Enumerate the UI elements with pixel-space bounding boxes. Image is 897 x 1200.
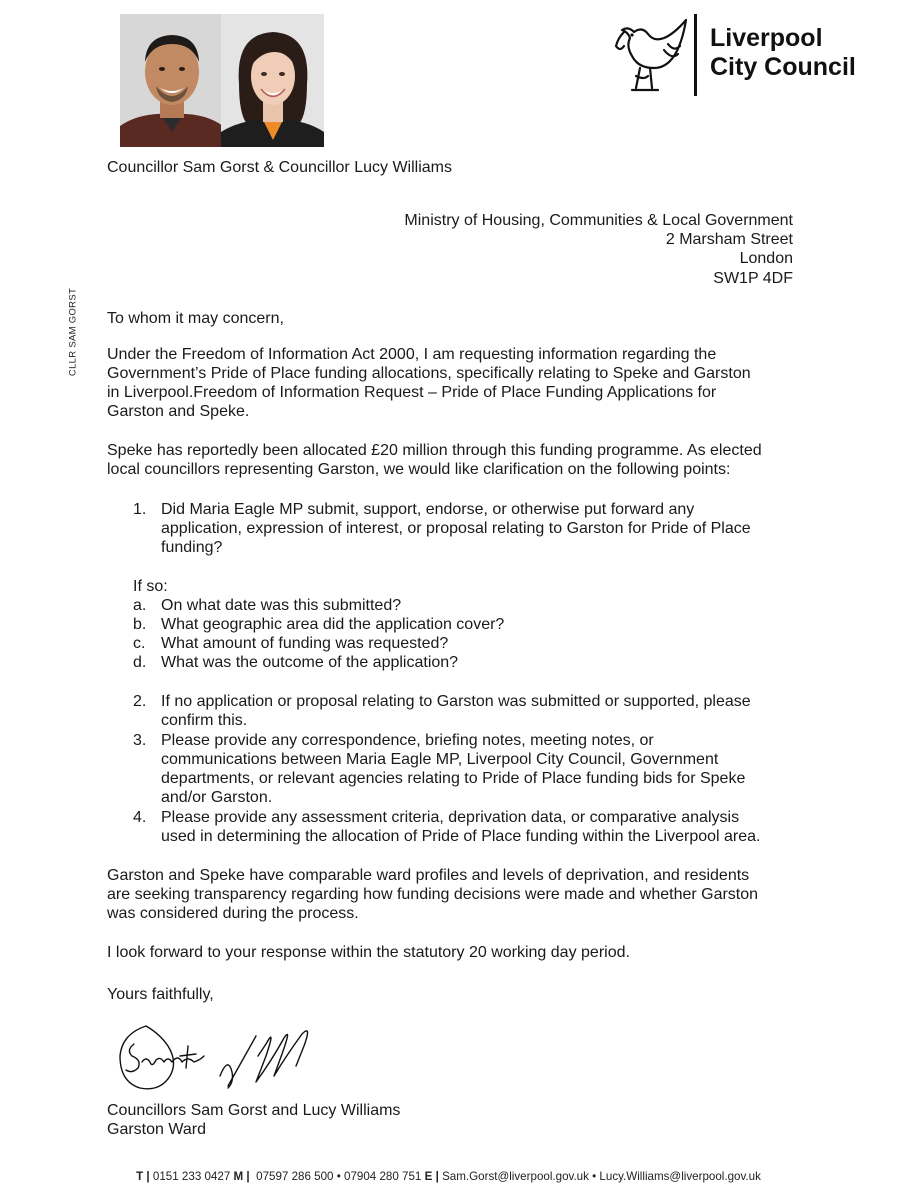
question-line: departments, or relevant agencies relating to Pride of Place funding bids for Speke [161,770,746,787]
footer-e-label: E [424,1170,433,1183]
intro-line: Under the Freedom of Information Act 2000, I am requesting information regarding the [107,346,717,363]
side-label [66,288,80,376]
question-3-text [161,731,801,807]
intro-line: Garston and Speke. [107,403,250,420]
intro-line: in Liverpool.Freedom of Information Request – Pride of Place Funding Applications for [107,384,717,401]
sub-item-d-letter: d. [133,654,147,671]
signatory-ward: Garston Ward [107,1121,206,1138]
handwritten-signatures [116,1016,346,1094]
footer-m-label: M [233,1170,244,1183]
question-line: confirm this. [161,712,248,729]
closing-line: are seeking transparency regarding how funding decisions were made and whether Garston [107,886,759,903]
question-2-text [161,692,801,730]
if-so-label: If so: [133,578,168,595]
portrait-woman-image [221,14,324,147]
intro-line: Government’s Pride of Place funding allocations, specifically relating to Speke and Garston [107,365,751,382]
liverpool-city-council-logo [614,14,864,98]
question-4-number: 4. [133,809,147,826]
question-line: funding? [161,539,223,556]
footer-separator: | [146,1170,150,1183]
signatory-block [107,1101,797,1139]
photo-lucy-williams [221,14,324,147]
question-4-text [161,808,821,846]
question-line: If no application or proposal relating to Garston was submitted or supported, please [161,693,751,710]
logo-line-1: Liverpool [710,24,823,52]
contact-footer [0,1170,897,1183]
footer-emails: Sam.Gorst@liverpool.gov.uk • Lucy.Williams@liverpool.gov.uk [442,1170,761,1183]
question-line: and/or Garston. [161,789,273,806]
logo-line-2: City Council [710,53,856,81]
address-line-3: London [739,250,793,268]
footer-phone: 0151 233 0427 [152,1170,231,1183]
address-line-1: Ministry of Housing, Communities & Local Government [404,212,793,229]
response-request: I look forward to your response within the statutory 20 working day period. [107,944,630,961]
question-line: Did Maria Eagle MP submit, support, endorse, or otherwise put forward any [161,501,695,518]
closing-line: Garston and Speke have comparable ward profiles and levels of deprivation, and residents [107,867,750,884]
sub-item-a-text: On what date was this submitted? [161,597,402,614]
question-line: communications between Maria Eagle MP, Liverpool City Council, Government [161,751,719,768]
salutation: To whom it may concern, [107,310,284,327]
footer-separator: | [246,1170,250,1183]
sub-item-b-letter: b. [133,616,147,633]
sub-item-c-letter: c. [133,635,146,652]
question-line: Please provide any correspondence, briefing notes, meeting notes, or [161,732,654,749]
context-line: local councillors representing Garston, we would like clarification on the following points: [107,461,731,478]
address-line-2: 2 Marsham Street [665,231,793,249]
question-3-number: 3. [133,732,147,749]
sub-item-b-text: What geographic area did the application cover? [161,616,505,633]
recipient-address [404,211,793,288]
photo-sam-gorst [120,14,223,147]
sub-item-c-text: What amount of funding was requested? [161,635,449,652]
signature-image [116,1016,346,1094]
logo-wordmark [710,24,856,82]
sub-item-d-text: What was the outcome of the application? [161,654,459,671]
liver-bird-icon [614,16,690,96]
question-line: Please provide any assessment criteria, deprivation data, or comparative analysis [161,809,740,826]
question-line: application, expression of interest, or proposal relating to Garston for Pride of Place [161,520,751,537]
councillors-caption: Councillor Sam Gorst & Councillor Lucy Williams [107,159,452,176]
question-1-text [161,500,801,557]
context-line: Speke has reportedly been allocated £20 million through this funding programme. As elected [107,442,762,459]
logo-divider [694,14,697,96]
question-1-number: 1. [133,501,147,518]
sign-off: Yours faithfully, [107,986,214,1003]
context-paragraph [107,441,797,479]
closing-line: was considered during the process. [107,905,359,922]
footer-separator: | [435,1170,439,1183]
footer-t-label: T [136,1170,144,1183]
question-2-number: 2. [133,693,147,710]
signatory-names: Councillors Sam Gorst and Lucy Williams [107,1102,401,1119]
footer-mobiles: 07597 286 500 • 07904 280 751 [256,1170,422,1183]
portrait-man-image [120,14,223,147]
sub-item-a-letter: a. [133,597,147,614]
side-label-text: CLLR SAM GORST [67,287,79,377]
intro-paragraph [107,345,797,421]
question-line: used in determining the allocation of Pride of Place funding within the Liverpool area. [161,828,761,845]
address-line-4: SW1P 4DF [713,269,793,287]
closing-paragraph [107,866,797,923]
